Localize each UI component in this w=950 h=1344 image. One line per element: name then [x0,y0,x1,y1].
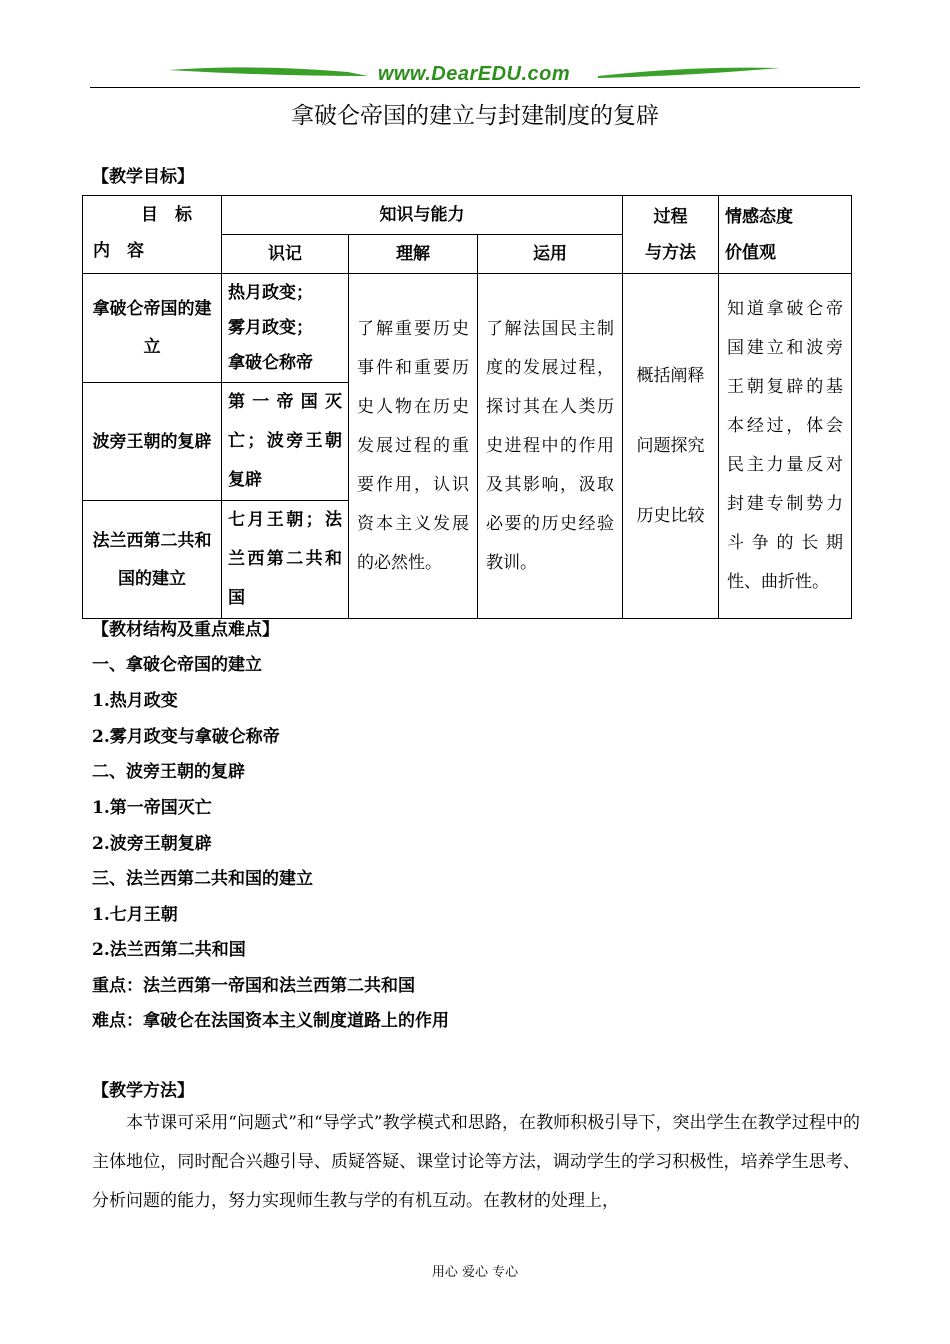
header-understand: 理解 [349,235,478,274]
method-paragraph: 本节课可采用“问题式”和“导学式”教学模式和思路，在教师积极引导下，突出学生在教学过程中的主体地位，同时配合兴趣引导、质疑答疑、课堂讨论等方法，调动学生的学习积极性，培养学生思考、分析问题的能力，努力实现师生教与学的有机互动。在教材的处理上， [92,1113,860,1211]
outline-item: 1.七月王朝 [92,905,178,925]
process-item: 历史比较 [636,506,705,526]
outline-item: 三、法兰西第二共和国的建立 [92,869,313,889]
emotion-cell: 知道拿破仑帝国建立和波旁王朝复辟的基本经过，体会民主力量反对封建专制势力斗争的长期性、曲折性。 [719,274,852,619]
recall-line: 拿破仑称帝 [228,352,313,373]
header-knowledge: 知识与能力 [222,196,623,235]
recall-cell-3: 七月王朝；法兰西第二共和国 [222,501,349,619]
page-footer: 用心 爱心 专心 [431,1265,519,1280]
header-emotion-line1: 情感态度 [725,206,794,227]
content-cell-1: 拿破仑帝国的建立 [83,274,222,383]
recall-cell-2: 第一帝国灭亡；波旁王朝复辟 [222,383,349,501]
recall-line: 雾月政变； [228,317,313,338]
goals-table [82,195,852,619]
header-process [623,196,719,274]
corner-bottom-label: 内 容 [93,240,144,261]
outline-item: 2.法兰西第二共和国 [92,940,246,960]
difficult-point: 难点：拿破仑在法国资本主义制度道路上的作用 [92,1011,449,1031]
outline-item: 2.波旁王朝复辟 [92,834,212,854]
section-method-heading: 【教学方法】 [92,1081,194,1101]
header-emotion-line2: 价值观 [725,242,777,263]
key-point: 重点：法兰西第一帝国和法兰西第二共和国 [92,976,415,996]
page-title: 拿破仑帝国的建立与封建制度的复辟 [291,103,659,129]
understand-cell: 了解重要历史事件和重要历史人物在历史发展过程的重要作用，认识资本主义发展的必然性。 [349,274,478,619]
apply-cell: 了解法国民主制度的发展过程，探讨其在人类历史进程中的作用及其影响，汲取必要的历史经验教训。 [478,274,623,619]
corner-top-label: 目 标 [141,204,192,225]
process-cell [623,274,719,619]
corner-cell [83,196,222,274]
section-goals-heading: 【教学目标】 [92,167,194,187]
header-process-line2: 与方法 [645,242,697,263]
recall-line: 热月政变； [228,282,313,303]
process-item: 概括阐释 [636,366,705,386]
header-apply: 运用 [478,235,623,274]
header-divider [90,87,860,88]
outline-item: 1.热月政变 [92,691,178,711]
section-structure-heading: 【教材结构及重点难点】 [92,620,279,640]
content-cell-3: 法兰西第二共和国的建立 [83,501,222,619]
site-logo [168,62,780,88]
outline-item: 一、拿破仑帝国的建立 [92,655,262,675]
recall-cell-1 [222,274,349,383]
logo-text: www.DearEDU.com [377,63,571,85]
content-cell-2: 波旁王朝的复辟 [83,383,222,501]
process-item: 问题探究 [636,436,705,456]
header-recall: 识记 [222,235,349,274]
outline-item: 二、波旁王朝的复辟 [92,762,245,782]
outline-item: 1.第一帝国灭亡 [92,798,212,818]
header-emotion [719,196,852,274]
header-process-line1: 过程 [653,206,688,227]
outline-item: 2.雾月政变与拿破仑称帝 [92,727,280,747]
